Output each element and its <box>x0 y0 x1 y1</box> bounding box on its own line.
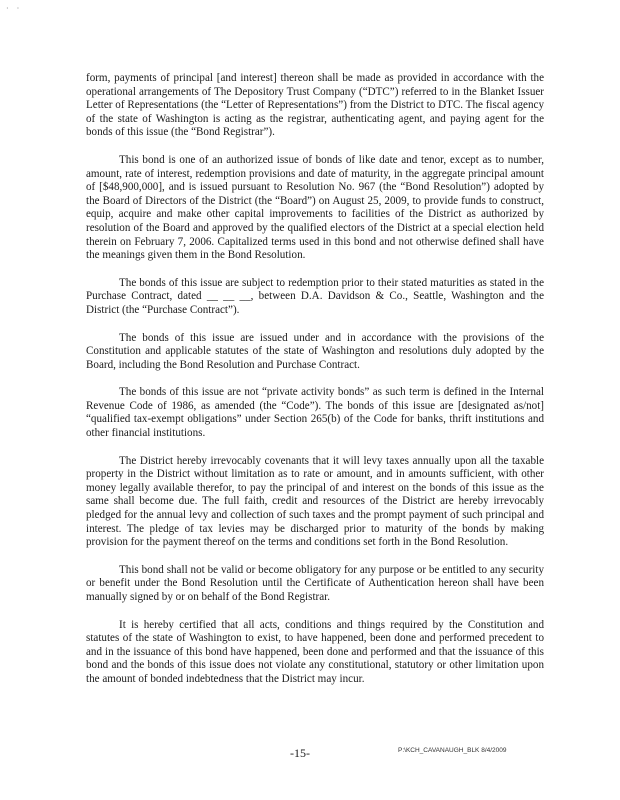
paragraph-payment-arrangements: form, payments of principal [and interest] thereon shall be made as provided in accordance with the operational arrangements of The Depository Trust Company (“DTC”) referred to in the Blanket Issuer Letter of Representations (the “Letter of Representations”) from the District to DTC. The fiscal agency of the state of Washington is acting as the registrar, authenticating agent, and paying agent for the bonds of this issue (the “Bond Registrar”). <box>86 72 544 139</box>
body-text <box>86 72 544 701</box>
paragraph-certification: It is hereby certified that all acts, conditions and things required by the Constitution and statutes of the state of Washington to exist, to have happened, been done and performed precedent to and in the issuance of this bond have happened, been done and performed and that the issuance of this bond and the bonds of this issue does not violate any constitutional, statutory or other limitation upon the amount of bonded indebtedness that the District may incur. <box>86 618 544 685</box>
paragraph-constitution: The bonds of this issue are issued under and in accordance with the provisions of the Constitution and applicable statutes of the state of Washington and resolutions duly adopted by the Board, including the Bond Resolution and Purchase Contract. <box>86 331 544 371</box>
page-number: -15- <box>290 746 310 760</box>
paragraph-authorized-issue: This bond is one of an authorized issue of bonds of like date and tenor, except as to number, amount, rate of interest, redemption provisions and date of maturity, in the aggregate principal amount of [$48,900,000], and is issued pursuant to Resolution No. 967 (the “Bond Resolution”) adopted by the Board of Directors of the District (the “Board”) on August 25, 2009, to provide funds to construct, equip, acquire and make other capital improvements to facilities of the District as authorized by resolution of the Board and approved by the qualified electors of the District at a special election held therein on February 7, 2006. Capitalized terms used in this bond and not otherwise defined shall have the meanings given them in the Bond Resolution. <box>86 153 544 262</box>
paragraph-validity: This bond shall not be valid or become obligatory for any purpose or be entitled to any security or benefit under the Bond Resolution until the Certificate of Authentication hereon shall have been manually signed by or on behalf of the Bond Registrar. <box>86 563 544 603</box>
scan-mark: · · <box>6 4 23 13</box>
paragraph-private-activity: The bonds of this issue are not “private activity bonds” as such term is defined in the Internal Revenue Code of 1986, as amended (the “Code”). The bonds of this issue are [designated as/not] “qualified tax-exempt obligations” under Section 265(b) of the Code for banks, thrift institutions and other financial institutions. <box>86 386 544 440</box>
paragraph-tax-levy: The District hereby irrevocably covenants that it will levy taxes annually upon all the taxable property in the District without limitation as to rate or amount, and in amounts sufficient, with other money legally available therefor, to pay the principal of and interest on the bonds of this issue as the same shall become due. The full faith, credit and resources of the District are hereby irrevocably pledged for the annual levy and collection of such taxes and the prompt payment of such principal and interest. The pledge of tax levies may be discharged prior to maturity of the bonds by making provision for the payment thereof on the terms and conditions set forth in the Bond Resolution. <box>86 454 544 549</box>
document-reference: P:\KCH_CAVANAUGH_BLK 8/4/2009 <box>398 747 507 754</box>
paragraph-redemption: The bonds of this issue are subject to redemption prior to their stated maturities as stated in the Purchase Contract, dated __ __ __, between D.A. Davidson & Co., Seattle, Washington and the District (the “Purchase Contract”). <box>86 276 544 316</box>
